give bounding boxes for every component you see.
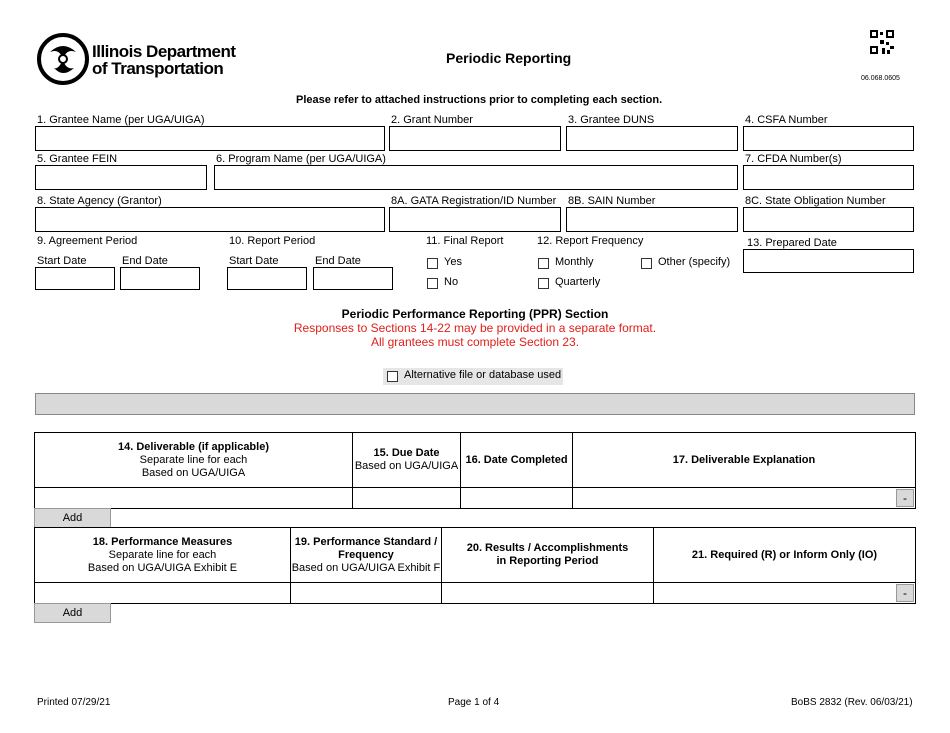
col18-title: 18. Performance Measures xyxy=(92,535,233,548)
alt-file-label: Alternative file or database used xyxy=(404,369,562,381)
prepared-date-input[interactable] xyxy=(743,249,914,273)
state-agency-label: 8. State Agency (Grantor) xyxy=(37,195,162,207)
deliverable-input[interactable] xyxy=(34,487,353,509)
cfda-numbers-label: 7. CFDA Number(s) xyxy=(745,153,842,165)
col21-header: 21. Required (R) or Inform Only (IO) xyxy=(653,527,916,583)
col15-sub: Based on UGA/UIGA xyxy=(354,460,459,472)
prepared-date-label: 13. Prepared Date xyxy=(747,237,837,249)
alt-file-option[interactable] xyxy=(383,368,563,385)
report-frequency-label: 12. Report Frequency xyxy=(537,235,644,247)
cfda-numbers-input[interactable] xyxy=(743,165,914,190)
report-end-input[interactable] xyxy=(313,267,393,290)
results-input[interactable] xyxy=(441,582,654,604)
performance-measure-input[interactable] xyxy=(34,582,291,604)
agreement-end-input[interactable] xyxy=(120,267,200,290)
sain-number-label: 8B. SAIN Number xyxy=(568,195,656,207)
report-period-label: 10. Report Period xyxy=(229,235,316,247)
grant-number-label: 2. Grant Number xyxy=(391,114,473,126)
instructions: Please refer to attached instructions prior to completing each section. xyxy=(296,94,663,106)
table1-remove-row-button[interactable]: - xyxy=(896,489,914,507)
ppr-title: Periodic Performance Reporting (PPR) Section xyxy=(341,307,609,321)
table2-remove-row-button[interactable]: - xyxy=(896,584,914,602)
col15-header xyxy=(352,432,461,488)
gata-id-label: 8A. GATA Registration/ID Number xyxy=(391,195,557,207)
col14-header xyxy=(34,432,353,488)
grant-number-input[interactable] xyxy=(389,126,561,151)
performance-standard-input[interactable] xyxy=(290,582,442,604)
csfa-number-label: 4. CSFA Number xyxy=(745,114,828,126)
grantee-fein-label: 5. Grantee FEIN xyxy=(37,153,118,165)
other-frequency-checkbox[interactable] xyxy=(641,258,652,269)
state-agency-input[interactable] xyxy=(35,207,385,232)
deliverable-explanation-input[interactable] xyxy=(572,487,916,509)
program-name-input[interactable] xyxy=(214,165,738,190)
form-id: BoBS 2832 (Rev. 06/03/21) xyxy=(791,697,913,708)
final-report-no-checkbox[interactable] xyxy=(427,278,438,289)
program-name-label: 6. Program Name (per UGA/UIGA) xyxy=(216,153,386,165)
col19-title-1: 19. Performance Standard / xyxy=(294,535,438,548)
page-title: Periodic Reporting xyxy=(446,50,572,66)
idot-logo xyxy=(36,32,236,86)
sain-number-input[interactable] xyxy=(566,207,738,232)
col20-header xyxy=(441,527,654,583)
agreement-period-label: 9. Agreement Period xyxy=(37,235,138,247)
col18-sub1: Separate line for each xyxy=(108,548,217,561)
form-code: 06.068.0605 xyxy=(861,75,900,82)
table1-add-button[interactable]: Add xyxy=(34,508,111,528)
col15-title: 15. Due Date xyxy=(373,447,440,459)
quarterly-checkbox[interactable] xyxy=(538,278,549,289)
gata-id-input[interactable] xyxy=(389,207,561,232)
final-report-yes-checkbox[interactable] xyxy=(427,258,438,269)
alt-file-checkbox[interactable] xyxy=(387,371,398,382)
final-report-no-label: No xyxy=(444,276,459,288)
ppr-note-2: All grantees must complete Section 23. xyxy=(370,335,580,349)
state-obligation-label: 8C. State Obligation Number xyxy=(745,195,886,207)
monthly-checkbox[interactable] xyxy=(538,258,549,269)
agreement-start-label: Start Date xyxy=(37,255,87,267)
logo-line1: Illinois Department xyxy=(92,42,236,61)
printed-date: Printed 07/29/21 xyxy=(37,697,111,708)
csfa-number-input[interactable] xyxy=(743,126,914,151)
col19-header xyxy=(290,527,442,583)
grantee-name-label: 1. Grantee Name (per UGA/UIGA) xyxy=(37,114,205,126)
agreement-start-input[interactable] xyxy=(35,267,115,290)
col19-title-2: Frequency xyxy=(338,548,394,561)
quarterly-label: Quarterly xyxy=(555,276,601,288)
table2-add-button[interactable]: Add xyxy=(34,603,111,623)
grantee-duns-input[interactable] xyxy=(566,126,738,151)
qr-code-icon xyxy=(870,30,894,54)
col14-sub2: Based on UGA/UIGA xyxy=(141,466,246,479)
required-inform-input[interactable] xyxy=(653,582,916,604)
col17-header: 17. Deliverable Explanation xyxy=(572,432,916,488)
grantee-fein-input[interactable] xyxy=(35,165,207,190)
logo-line2: of Transportation xyxy=(92,59,224,78)
report-start-input[interactable] xyxy=(227,267,307,290)
due-date-input[interactable] xyxy=(352,487,461,509)
final-report-yes-label: Yes xyxy=(444,256,462,268)
alt-file-input[interactable] xyxy=(35,393,915,415)
state-obligation-input[interactable] xyxy=(743,207,914,232)
col20-title-2: in Reporting Period xyxy=(496,555,599,567)
col18-header xyxy=(34,527,291,583)
grantee-duns-label: 3. Grantee DUNS xyxy=(568,114,655,126)
idot-logo-icon xyxy=(36,32,90,86)
col14-title: 14. Deliverable (if applicable) xyxy=(117,440,269,453)
col18-sub2: Based on UGA/UIGA Exhibit E xyxy=(87,561,238,574)
other-frequency-label: Other (specify) xyxy=(658,256,731,268)
col19-sub: Based on UGA/UIGA Exhibit F xyxy=(291,561,441,574)
col14-sub1: Separate line for each xyxy=(139,453,248,466)
ppr-note-1: Responses to Sections 14-22 may be provided in a separate format. xyxy=(293,321,657,335)
col16-header: 16. Date Completed xyxy=(460,432,573,488)
date-completed-input[interactable] xyxy=(460,487,573,509)
report-end-label: End Date xyxy=(315,255,361,267)
grantee-name-input[interactable] xyxy=(35,126,385,151)
monthly-label: Monthly xyxy=(555,256,594,268)
page-number: Page 1 of 4 xyxy=(448,697,500,708)
col20-title-1: 20. Results / Accomplishments xyxy=(466,542,629,554)
agreement-end-label: End Date xyxy=(122,255,168,267)
final-report-label: 11. Final Report xyxy=(426,235,504,247)
report-start-label: Start Date xyxy=(229,255,279,267)
